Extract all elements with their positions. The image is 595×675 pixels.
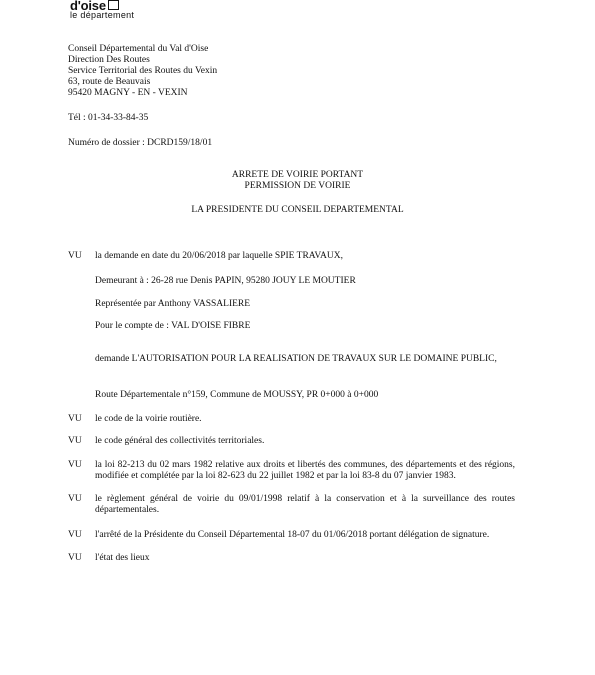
logo-subtitle: le département [70, 10, 135, 20]
request-autorisation: demande L'AUTORISATION POUR LA REALISATION DE TRAVAUX SUR LE DOMAINE PUBLIC, [95, 354, 497, 364]
vu-text-etat-lieux: l'état des lieux [95, 553, 150, 563]
vu-text-reglement: le règlement général de voirie du 09/01/1998 relatif à la conservation et à la surveillance des routes départementales. [95, 494, 515, 515]
address-line-2: Direction Des Routes [68, 55, 150, 65]
logo-name: d'oise [70, 0, 106, 13]
address-line-1: Conseil Départemental du Val d'Oise [68, 44, 209, 54]
request-compte: Pour le compte de : VAL D'OISE FIBRE [95, 321, 251, 331]
vu-label-4: VU [68, 494, 82, 504]
vu-text-code-collectivites: le code général des collectivités territoriales. [95, 436, 265, 446]
vu-text-code-voirie: le code de la voirie routière. [95, 414, 202, 424]
request-demeurant: Demeurant à : 26-28 rue Denis PAPIN, 95280 JOUY LE MOUTIER [95, 276, 356, 286]
dossier-number: Numéro de dossier : DCRD159/18/01 [68, 138, 213, 148]
vu-label-5: VU [68, 530, 82, 540]
request-demande: la demande en date du 20/06/2018 par laquelle SPIE TRAVAUX, [95, 251, 344, 261]
address-line-3: Service Territorial des Routes du Vexin [68, 66, 218, 76]
address-line-4: 63, route de Beauvais [68, 77, 151, 87]
vu-text-arrete: l'arrêté de la Présidente du Conseil Départemental 18-07 du 01/06/2018 portant délégation de signature. [95, 530, 490, 540]
request-route: Route Départementale n°159, Commune de MOUSSY, PR 0+000 à 0+000 [95, 390, 379, 400]
vu-label-6: VU [68, 553, 82, 563]
vu-text-loi-82-213: la loi 82-213 du 02 mars 1982 relative aux droits et libertés des communes, des départements et des régions, modifiée et complétée par la loi 82-623 du 22 juillet 1982 et par la loi 83-8 du 07 janvier 1983. [95, 460, 515, 481]
title-line-2: PERMISSION DE VOIRIE [244, 181, 351, 191]
title-line-3: LA PRESIDENTE DU CONSEIL DEPARTEMENTAL [191, 205, 404, 215]
vu-label-3: VU [68, 460, 82, 470]
phone-number: Tél : 01-34-33-84-35 [68, 113, 149, 123]
vu-label-2: VU [68, 436, 82, 446]
request-represente: Représentée par Anthony VASSALIERE [95, 299, 251, 309]
vu-label-1: VU [68, 414, 82, 424]
address-line-5: 95420 MAGNY - EN - VEXIN [68, 88, 188, 98]
vu-label-demande: VU [68, 251, 82, 261]
flag-icon [108, 0, 119, 10]
title-line-1: ARRETE DE VOIRIE PORTANT [231, 170, 364, 180]
